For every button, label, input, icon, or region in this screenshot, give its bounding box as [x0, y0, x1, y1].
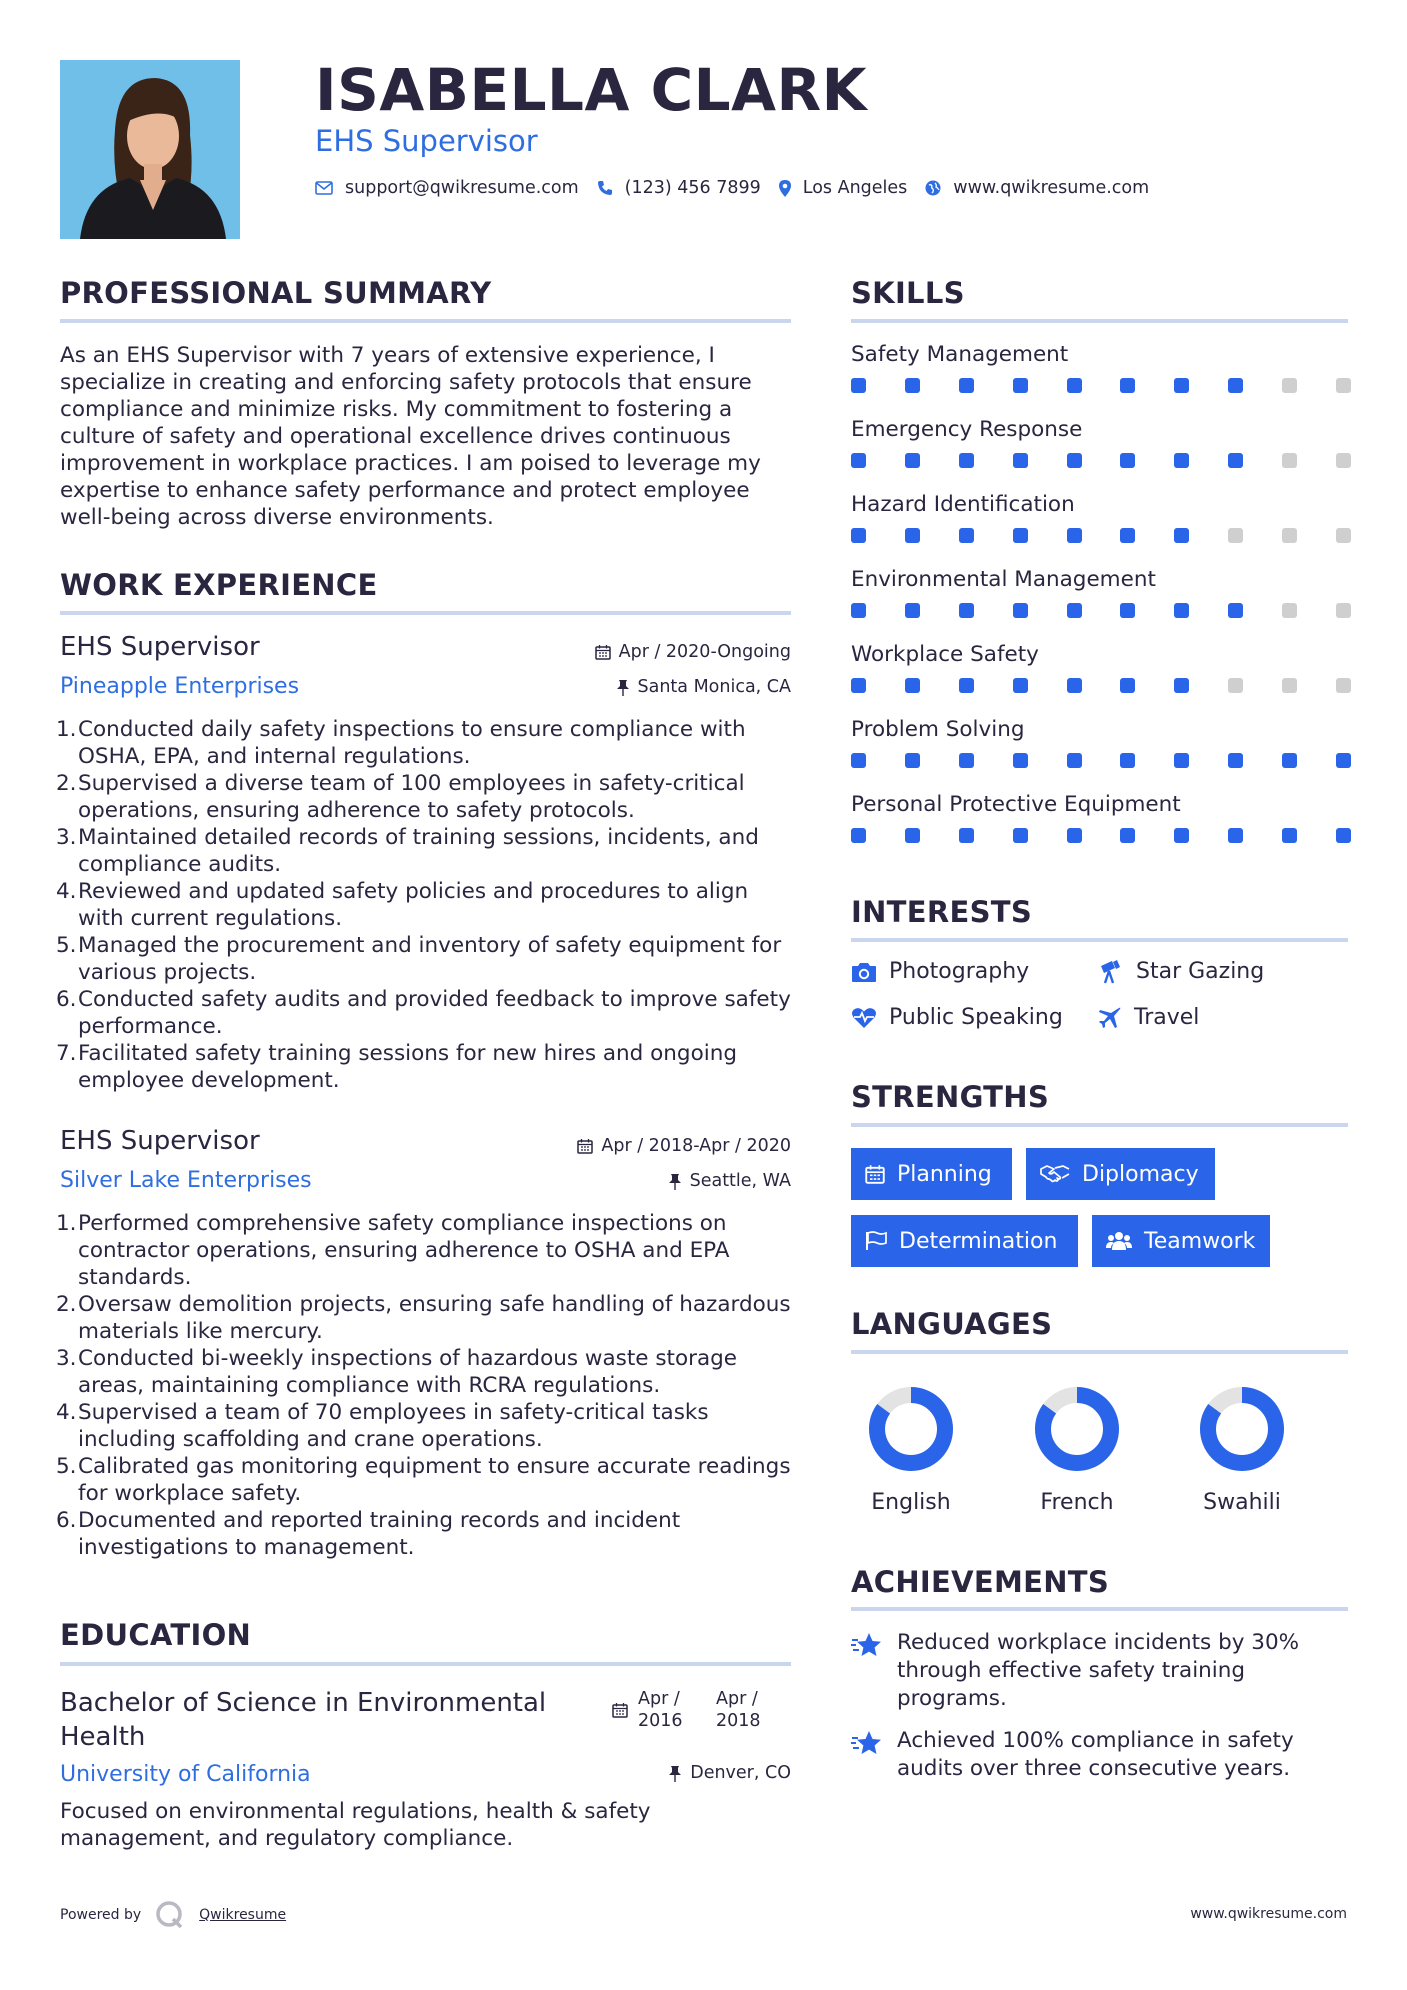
skill-rating — [851, 378, 1351, 393]
rating-dot-filled — [905, 753, 920, 768]
interest-label: Travel — [1134, 1005, 1200, 1030]
star-icon — [851, 1631, 883, 1661]
pushpin-icon — [668, 1173, 682, 1190]
skill-rating — [851, 828, 1351, 843]
strength-diplomacy — [1026, 1148, 1215, 1200]
job-1-duties — [56, 716, 800, 1094]
envelope-icon — [315, 181, 333, 195]
rating-dot-filled — [905, 828, 920, 843]
rating-dot-filled — [959, 603, 974, 618]
skill-item — [851, 492, 1351, 543]
rating-dot-filled — [1336, 828, 1351, 843]
rating-dot-filled — [1120, 828, 1135, 843]
rating-dot-filled — [1013, 828, 1028, 843]
interest-public-speaking — [851, 1005, 1063, 1030]
rating-dot-filled — [1228, 453, 1243, 468]
camera-icon — [851, 961, 877, 983]
rating-dot-filled — [1174, 528, 1189, 543]
rating-dot-filled — [1013, 753, 1028, 768]
rating-dot-filled — [905, 678, 920, 693]
job-1-title: EHS Supervisor — [60, 632, 260, 662]
job-2-title: EHS Supervisor — [60, 1126, 260, 1156]
list-item: 3. Maintained detailed records of training sessions, incidents, and compliance audits. — [56, 825, 759, 877]
rating-dot-filled — [1174, 453, 1189, 468]
email-text: support@qwikresume.com — [345, 178, 579, 198]
rating-dot-filled — [959, 678, 974, 693]
pushpin-icon — [616, 679, 630, 696]
rating-dot-filled — [1067, 453, 1082, 468]
candidate-title: EHS Supervisor — [315, 124, 538, 158]
job-1-dates — [491, 642, 791, 662]
calendar-icon — [612, 1702, 628, 1718]
rating-dot-empty — [1282, 378, 1297, 393]
skill-label: Workplace Safety — [851, 642, 1039, 667]
skill-item — [851, 792, 1351, 843]
language-item — [1012, 1386, 1142, 1515]
telescope-icon — [1098, 960, 1124, 984]
contact-email[interactable] — [315, 178, 579, 198]
skill-label: Problem Solving — [851, 717, 1025, 742]
list-item: 5. Managed the procurement and inventory of safety equipment for various projects. — [56, 933, 782, 985]
job-1-location-text: Santa Monica, CA — [637, 677, 791, 697]
language-item — [846, 1386, 976, 1515]
rating-dot-empty — [1282, 678, 1297, 693]
rating-dot-filled — [1067, 828, 1082, 843]
candidate-name: ISABELLA CLARK — [315, 56, 868, 124]
interest-label: Photography — [889, 959, 1030, 984]
language-item — [1177, 1386, 1307, 1515]
rating-dot-filled — [851, 453, 866, 468]
strength-label: Planning — [897, 1161, 992, 1187]
achievement-text: Achieved 100% compliance in safety audits over three consecutive years. — [897, 1728, 1294, 1781]
list-item: 6. Conducted safety audits and provided feedback to improve safety performance. — [56, 987, 791, 1039]
heartbeat-icon — [851, 1007, 877, 1029]
strength-teamwork — [1092, 1215, 1270, 1267]
list-item: 4. Reviewed and updated safety policies and procedures to align with current regulations. — [56, 879, 749, 931]
rating-dot-filled — [851, 678, 866, 693]
job-1-company[interactable]: Pineapple Enterprises — [60, 674, 300, 699]
list-item: 2. Supervised a diverse team of 100 employees in safety-critical operations, ensuring adherence to safety protocols. — [56, 771, 745, 823]
language-label: French — [1040, 1490, 1114, 1515]
rating-dot-filled — [851, 828, 866, 843]
rating-dot-filled — [905, 453, 920, 468]
list-item: 3. Conducted bi-weekly inspections of hazardous waste storage areas, maintaining compliance with RCRA regulations. — [56, 1346, 738, 1398]
list-item: 1. Conducted daily safety inspections to ensure compliance with OSHA, EPA, and internal regulations. — [56, 717, 746, 769]
interest-label: Public Speaking — [889, 1005, 1063, 1030]
rating-dot-empty — [1228, 678, 1243, 693]
contact-phone[interactable] — [597, 178, 761, 198]
experience-heading: WORK EXPERIENCE — [60, 568, 378, 602]
language-label: English — [871, 1490, 951, 1515]
list-item: 5. Calibrated gas monitoring equipment to ensure accurate readings for workplace safety. — [56, 1454, 791, 1506]
rating-dot-filled — [1174, 753, 1189, 768]
education-school[interactable]: University of California — [60, 1762, 311, 1787]
list-item: 6. Documented and reported training records and incident investigations to management. — [56, 1508, 681, 1560]
education-end-year: 2018 — [716, 1711, 761, 1731]
map-pin-icon — [779, 180, 791, 197]
education-rule — [60, 1662, 791, 1666]
contact-bar — [315, 178, 1167, 198]
skill-rating — [851, 678, 1351, 693]
rating-dot-filled — [1120, 603, 1135, 618]
summary-heading: PROFESSIONAL SUMMARY — [60, 276, 492, 310]
footer-powered-by — [60, 1900, 286, 1930]
skills-heading: SKILLS — [851, 276, 965, 310]
rating-dot-filled — [905, 603, 920, 618]
education-description: Focused on environmental regulations, health & safety management, and regulatory compliance. — [60, 1799, 651, 1851]
education-start-year: 2016 — [638, 1711, 683, 1731]
skill-label: Personal Protective Equipment — [851, 792, 1181, 817]
strength-label: Teamwork — [1144, 1228, 1256, 1254]
skill-item — [851, 342, 1351, 393]
plane-icon — [1098, 1006, 1122, 1030]
interest-photography — [851, 959, 1029, 984]
languages-heading: LANGUAGES — [851, 1307, 1053, 1341]
phone-text: (123) 456 7899 — [624, 178, 761, 198]
rating-dot-filled — [1067, 753, 1082, 768]
brand-link[interactable]: Qwikresume — [199, 1907, 287, 1923]
summary-rule — [60, 319, 791, 323]
skill-label: Hazard Identification — [851, 492, 1075, 517]
education-dates — [612, 1688, 761, 1732]
list-item: 7. Facilitated safety training sessions for new hires and ongoing employee development. — [56, 1041, 737, 1093]
skill-label: Safety Management — [851, 342, 1069, 367]
rating-dot-filled — [1228, 378, 1243, 393]
rating-dot-filled — [1174, 678, 1189, 693]
rating-dot-filled — [959, 828, 974, 843]
website-text: www.qwikresume.com — [953, 178, 1150, 198]
location-text: Los Angeles — [802, 178, 908, 198]
phone-icon — [597, 180, 613, 196]
rating-dot-filled — [1067, 603, 1082, 618]
rating-dot-filled — [1013, 678, 1028, 693]
interest-star-gazing — [1098, 959, 1264, 984]
rating-dot-empty — [1336, 528, 1351, 543]
skill-rating — [851, 453, 1351, 468]
powered-by-label: Powered by — [60, 1907, 142, 1923]
star-icon — [851, 1729, 883, 1759]
job-2-dates — [491, 1136, 791, 1156]
rating-dot-filled — [1067, 528, 1082, 543]
job-2-dates-text: Apr / 2018-Apr / 2020 — [601, 1136, 791, 1156]
rating-dot-filled — [959, 753, 974, 768]
achievements-rule — [851, 1607, 1348, 1611]
language-proficiency-ring — [1034, 1386, 1120, 1472]
profile-photo — [60, 60, 240, 239]
rating-dot-empty — [1336, 603, 1351, 618]
job-2-company[interactable]: Silver Lake Enterprises — [60, 1168, 312, 1193]
rating-dot-filled — [1120, 378, 1135, 393]
calendar-icon — [865, 1164, 885, 1184]
education-heading: EDUCATION — [60, 1618, 252, 1652]
interests-heading: INTERESTS — [851, 895, 1033, 929]
achievement-item — [851, 1727, 1351, 1783]
rating-dot-filled — [1013, 378, 1028, 393]
rating-dot-filled — [1282, 753, 1297, 768]
rating-dot-empty — [1282, 453, 1297, 468]
education-location — [491, 1763, 791, 1783]
interest-travel — [1098, 1005, 1199, 1030]
job-1-dates-text: Apr / 2020-Ongoing — [618, 642, 791, 662]
rating-dot-filled — [959, 453, 974, 468]
footer-website[interactable]: www.qwikresume.com — [1190, 1906, 1347, 1922]
skill-item — [851, 567, 1351, 618]
rating-dot-filled — [1174, 378, 1189, 393]
rating-dot-filled — [851, 378, 866, 393]
rating-dot-empty — [1336, 378, 1351, 393]
rating-dot-filled — [1013, 453, 1028, 468]
rating-dot-filled — [1282, 828, 1297, 843]
job-2-duties — [56, 1210, 800, 1561]
rating-dot-filled — [851, 528, 866, 543]
list-item: 2. Oversaw demolition projects, ensuring safe handling of hazardous materials like mercury. — [56, 1292, 791, 1344]
job-2-location — [491, 1171, 791, 1191]
calendar-icon — [577, 1138, 593, 1154]
rating-dot-filled — [1013, 603, 1028, 618]
skill-rating — [851, 753, 1351, 768]
strengths-heading: STRENGTHS — [851, 1080, 1050, 1114]
rating-dot-filled — [1120, 753, 1135, 768]
list-item: 1. Performed comprehensive safety compliance inspections on contractor operations, ensuring adherence to OSHA and EPA standards. — [56, 1211, 730, 1290]
rating-dot-filled — [1228, 753, 1243, 768]
summary-text: As an EHS Supervisor with 7 years of extensive experience, I specialize in creating and enforcing safety protocols that ensure compliance and minimize risks. My commitment to fostering a culture of safety and operational excellence drives continuous improvement in workplace practices. I am poised to leverage my expertise to enhance safety performance and protect employee well-being across diverse environments. — [60, 343, 761, 530]
rating-dot-filled — [1120, 678, 1135, 693]
pushpin-icon — [668, 1765, 682, 1782]
globe-icon — [925, 180, 941, 196]
education-start-month: Apr / — [638, 1689, 680, 1709]
achievement-text: Reduced workplace incidents by 30% through effective safety training programs. — [897, 1630, 1300, 1711]
education-location-text: Denver, CO — [690, 1763, 791, 1783]
contact-website[interactable] — [925, 178, 1149, 198]
experience-rule — [60, 611, 791, 615]
rating-dot-filled — [905, 528, 920, 543]
rating-dot-filled — [905, 378, 920, 393]
language-label: Swahili — [1203, 1490, 1281, 1515]
rating-dot-filled — [1174, 828, 1189, 843]
handshake-icon — [1040, 1164, 1070, 1184]
rating-dot-filled — [1336, 753, 1351, 768]
language-proficiency-ring — [1199, 1386, 1285, 1472]
rating-dot-filled — [1228, 828, 1243, 843]
rating-dot-filled — [1120, 528, 1135, 543]
strength-determination — [851, 1215, 1078, 1267]
rating-dot-empty — [1228, 528, 1243, 543]
rating-dot-empty — [1336, 678, 1351, 693]
strengths-rule — [851, 1123, 1348, 1127]
rating-dot-filled — [1013, 528, 1028, 543]
list-item: 4. Supervised a team of 70 employees in safety-critical tasks including scaffolding and crane operations. — [56, 1400, 709, 1452]
skill-rating — [851, 528, 1351, 543]
skill-item — [851, 417, 1351, 468]
rating-dot-empty — [1336, 453, 1351, 468]
education-degree: Bachelor of Science in Environmental Health — [60, 1688, 547, 1752]
interest-label: Star Gazing — [1136, 959, 1265, 984]
strength-label: Determination — [899, 1228, 1058, 1254]
calendar-icon — [595, 644, 611, 660]
rating-dot-filled — [1120, 453, 1135, 468]
skill-label: Environmental Management — [851, 567, 1156, 592]
skill-item — [851, 642, 1351, 693]
skill-item — [851, 717, 1351, 768]
skill-rating — [851, 603, 1351, 618]
strength-planning — [851, 1148, 1012, 1200]
job-2-location-text: Seattle, WA — [689, 1171, 791, 1191]
flag-icon — [865, 1231, 887, 1251]
rating-dot-filled — [959, 378, 974, 393]
rating-dot-filled — [1174, 603, 1189, 618]
rating-dot-filled — [851, 603, 866, 618]
job-1-location — [491, 677, 791, 697]
language-proficiency-ring — [868, 1386, 954, 1472]
rating-dot-filled — [851, 753, 866, 768]
interests-rule — [851, 938, 1348, 942]
qwikresume-logo-icon — [155, 1900, 185, 1930]
education-end-month: Apr / — [716, 1689, 758, 1709]
skill-label: Emergency Response — [851, 417, 1083, 442]
rating-dot-filled — [1228, 603, 1243, 618]
users-icon — [1106, 1231, 1132, 1251]
rating-dot-filled — [1067, 378, 1082, 393]
rating-dot-filled — [1067, 678, 1082, 693]
rating-dot-empty — [1282, 603, 1297, 618]
skills-rule — [851, 319, 1348, 323]
rating-dot-empty — [1282, 528, 1297, 543]
languages-rule — [851, 1350, 1348, 1354]
rating-dot-filled — [959, 528, 974, 543]
contact-location — [779, 178, 908, 198]
strength-label: Diplomacy — [1082, 1161, 1199, 1187]
achievement-item — [851, 1629, 1351, 1713]
achievements-heading: ACHIEVEMENTS — [851, 1565, 1110, 1599]
